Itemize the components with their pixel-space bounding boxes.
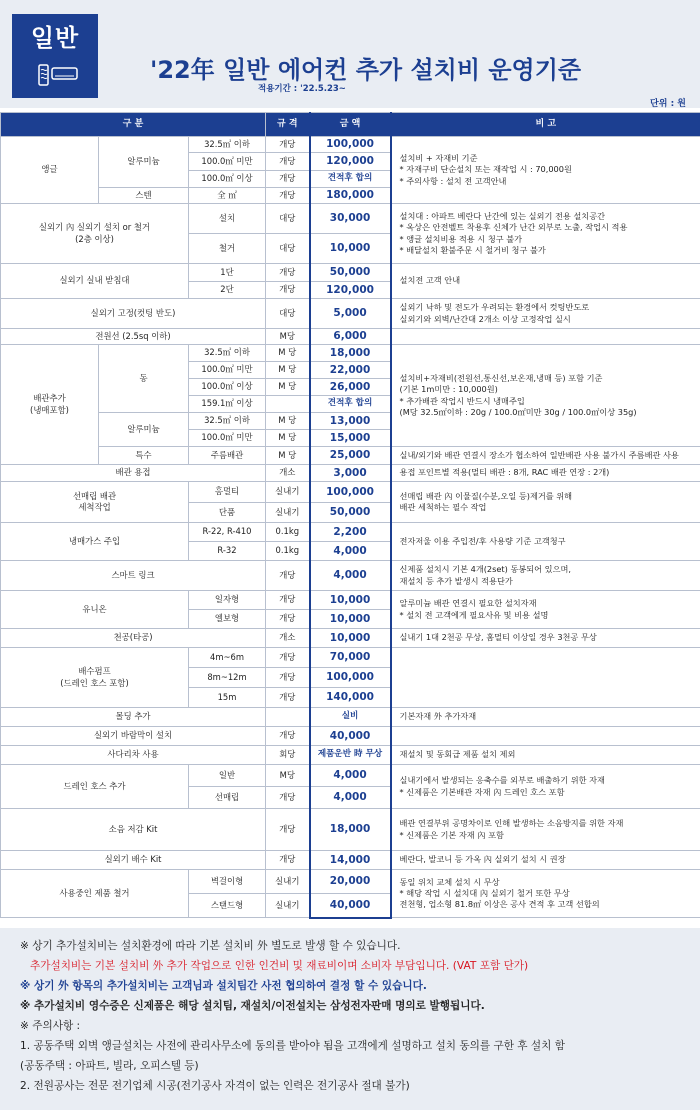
cell-amount: 180,000 <box>310 188 391 204</box>
cell-spec: 개당 <box>266 153 310 171</box>
cell-size: 159.1㎡ 이상 <box>189 396 266 413</box>
note-line: * 추가배관 작업시 반드시 냉매주입 <box>399 395 525 406</box>
cell-category: 배관추가 (냉매포함) <box>1 345 99 465</box>
table-header-row <box>1 113 700 137</box>
cell-size: 100.0㎡ 이상 <box>189 171 266 188</box>
table-row <box>1 809 700 851</box>
cell-size: 100.0㎡ 미만 <box>189 430 266 447</box>
cell-spec: 실내기 <box>266 870 310 894</box>
cell-note: 용접 포인트별 적용(멀티 배관 : 8개, RAC 배관 연장 : 2개) <box>391 465 700 482</box>
cell-amount: 100,000 <box>310 668 391 688</box>
cell-amount: 3,000 <box>310 465 391 482</box>
cell-amount: 10,000 <box>310 629 391 648</box>
cell-spec: 실내기 <box>266 894 310 918</box>
cell-category: 몰딩 추가 <box>1 708 266 727</box>
header <box>0 0 700 108</box>
table-row <box>1 523 700 542</box>
cell-note <box>391 727 700 746</box>
note-line: (M당 32.5㎡이하 : 20g / 100.0㎡미만 30g / 100.0㎡이상 35g) <box>399 406 637 417</box>
cell-amount: 10,000 <box>310 610 391 629</box>
cell-size: 선매립 <box>189 787 266 809</box>
cell-size: 32.5㎡ 이하 <box>189 345 266 362</box>
cell-note <box>391 299 700 329</box>
cell-amount: 25,000 <box>310 447 391 465</box>
cell-spec: 개당 <box>266 171 310 188</box>
cell-note-remove <box>391 870 700 918</box>
cell-spec: M 당 <box>266 362 310 379</box>
badge-label: 일반 <box>30 24 80 52</box>
table-row <box>1 591 700 610</box>
fee-table <box>0 112 700 919</box>
cell-note-union <box>391 591 700 629</box>
cell-note: 전자저울 이용 주입전/후 사용량 기준 고객청구 <box>391 523 700 561</box>
cell-spec: 실내기 <box>266 482 310 503</box>
cell-size: 100.0㎡ 이상 <box>189 379 266 396</box>
table-row <box>1 648 700 668</box>
cell-amount: 10,000 <box>310 234 391 264</box>
cell-amount: 100,000 <box>310 137 391 153</box>
table-row <box>1 765 700 787</box>
header-amount: 금 액 <box>310 113 391 137</box>
table-row <box>1 299 700 329</box>
cell-spec: 개당 <box>266 188 310 204</box>
cell-note: 기본자재 外 추가자재 <box>391 708 700 727</box>
cell-size: R-22, R-410 <box>189 523 266 542</box>
category-badge <box>12 14 98 98</box>
note-line: 알루미늄 배관 연결시 필요한 설치자재 <box>399 598 537 609</box>
footer-note: 2. 전원공사는 전문 전기업체 시공(전기공사 자격이 없는 인력은 전기공사 절대 불가) <box>20 1080 410 1092</box>
cell-size: 2단 <box>189 282 266 299</box>
cell-size: 홈멀티 <box>189 482 266 503</box>
note-line: 실외기 낙하 및 전도가 우려되는 환경에서 컷팅반도로 <box>399 302 590 313</box>
cell-spec: M 당 <box>266 413 310 430</box>
cell-amount: 120,000 <box>310 153 391 171</box>
cell-amount: 4,000 <box>310 561 391 591</box>
cell-category: 전원선 (2.5sq 이하) <box>1 329 266 345</box>
cell-spec: 대당 <box>266 234 310 264</box>
note-line: * 옥상은 안전벨트 착용후 신체가 난간 외부로 노출, 작업시 적용 <box>399 222 628 233</box>
cell-spec: 실내기 <box>266 503 310 523</box>
cell-size: 4m~6m <box>189 648 266 668</box>
unit-label: 단위 : 원 <box>650 99 686 109</box>
header-category: 구 분 <box>1 113 266 137</box>
note-line: 선매립 배관 內 이물질(수분,오일 등)제거를 위해 <box>399 490 573 501</box>
cell-note-outdoor <box>391 204 700 264</box>
note-line: * 배달설치 환불주문 시 철거비 청구 불가 <box>399 244 546 255</box>
footer-note: ※ 주의사항 : <box>20 1020 81 1032</box>
cell-size: 주름배관 <box>189 447 266 465</box>
footer-note: (공동주택 : 아파트, 빌라, 오피스텔 등) <box>20 1060 199 1072</box>
cell-amount: 실비 <box>310 708 391 727</box>
cell-amount: 견적후 합의 <box>310 396 391 413</box>
cell-sub: 동 <box>99 345 189 413</box>
cell-note <box>391 648 700 708</box>
cell-spec: 0.1kg <box>266 523 310 542</box>
cell-spec: 개당 <box>266 668 310 688</box>
cell-amount: 26,000 <box>310 379 391 396</box>
cell-category: 실외기 배수 Kit <box>1 851 266 870</box>
cell-amount: 30,000 <box>310 204 391 234</box>
cell-size: 스탠드형 <box>189 894 266 918</box>
header-note: 비 고 <box>391 113 700 137</box>
cell-spec: 개당 <box>266 610 310 629</box>
cell-category: 소음 저감 Kit <box>1 809 266 851</box>
apply-period: 적용기간 : '22.5.23~ <box>258 84 346 94</box>
cell-category: 배관 용접 <box>1 465 266 482</box>
cell-spec: 개당 <box>266 561 310 591</box>
cell-note-clean <box>391 482 700 523</box>
cell-amount: 5,000 <box>310 299 391 329</box>
table-row <box>1 137 700 153</box>
cell-spec: 개당 <box>266 688 310 708</box>
cell-amount: 4,000 <box>310 542 391 561</box>
cell-amount: 22,000 <box>310 362 391 379</box>
cell-amount: 13,000 <box>310 413 391 430</box>
cell-category: 냉매가스 주입 <box>1 523 189 561</box>
table-row <box>1 345 700 362</box>
cell-spec: 개당 <box>266 264 310 282</box>
cell-amount: 40,000 <box>310 894 391 918</box>
note-line: 설치비+자재비(전원선,통신선,보온재,냉매 등) 포함 기준 <box>399 373 603 384</box>
table-row <box>1 870 700 894</box>
cell-amount: 14,000 <box>310 851 391 870</box>
table-row <box>1 329 700 345</box>
cell-spec: M당 <box>266 329 310 345</box>
cell-sub: 스텐 <box>99 188 189 204</box>
cell-note: 재설치 및 동회급 제품 설치 제외 <box>391 746 700 765</box>
cell-size: 32.5㎡ 이하 <box>189 413 266 430</box>
cell-spec: 개당 <box>266 137 310 153</box>
cell-size: 100.0㎡ 미만 <box>189 153 266 171</box>
cell-spec: M 당 <box>266 447 310 465</box>
cell-amount: 70,000 <box>310 648 391 668</box>
header-spec: 규 격 <box>266 113 310 137</box>
footer-notes <box>0 928 700 1110</box>
cell-note: 설치전 고객 안내 <box>391 264 700 299</box>
cell-note <box>391 329 700 345</box>
footer-note: ※ 상기 外 항목의 추가설치비는 고객님과 설치팀간 사전 협의하여 결정 할 수 있습니다. <box>20 980 427 992</box>
cell-amount: 100,000 <box>310 482 391 503</box>
cell-category: 배수펌프 (드레인 호스 포함) <box>1 648 189 708</box>
cell-size: 15m <box>189 688 266 708</box>
note-line: * 주의사항 : 설치 전 고객안내 <box>399 175 507 186</box>
cell-note-pipe <box>391 345 700 447</box>
cell-sub: 알루미늄 <box>99 413 189 447</box>
cell-amount: 제품운반 時 무상 <box>310 746 391 765</box>
cell-amount: 120,000 <box>310 282 391 299</box>
cell-size: 엘보형 <box>189 610 266 629</box>
cell-category: 사다리차 사용 <box>1 746 266 765</box>
cell-size: 1단 <box>189 264 266 282</box>
cell-category: 실외기 內 실외기 설치 or 철거 (2층 이상) <box>1 204 189 264</box>
cell-size: 일자형 <box>189 591 266 610</box>
note-line: 신제품 설치시 기본 4개(2set) 동봉되어 있으며, <box>399 564 572 575</box>
air-conditioner-icon <box>38 64 78 86</box>
cell-spec: M 당 <box>266 345 310 362</box>
cell-size: 일반 <box>189 765 266 787</box>
note-line: 전천형, 업소형 81.8㎡ 이상은 공사 견적 후 고객 선합의 <box>399 899 600 910</box>
note-line: * 신제품은 기본배관 자재 內 드레인 호스 포함 <box>399 786 565 797</box>
cell-spec: 회당 <box>266 746 310 765</box>
cell-size: 철거 <box>189 234 266 264</box>
cell-size: 설치 <box>189 204 266 234</box>
cell-note: 베란다, 발코니 등 가옥 內 실외기 설치 시 권장 <box>391 851 700 870</box>
cell-spec: 대당 <box>266 299 310 329</box>
cell-category: 실외기 바람막이 설치 <box>1 727 266 746</box>
cell-spec: 개당 <box>266 727 310 746</box>
note-line: (기본 1m미만 : 10,000원) <box>399 384 498 395</box>
cell-category: 스마트 링크 <box>1 561 266 591</box>
cell-amount: 4,000 <box>310 787 391 809</box>
cell-size: 32.5㎡ 이하 <box>189 137 266 153</box>
table-row <box>1 708 700 727</box>
note-line: 동일 위치 교체 설치 시 무상 <box>399 876 500 887</box>
cell-category: 실외기 실내 받침대 <box>1 264 189 299</box>
cell-amount: 50,000 <box>310 503 391 523</box>
cell-size: 8m~12m <box>189 668 266 688</box>
cell-note-angle <box>391 137 700 204</box>
cell-size: R-32 <box>189 542 266 561</box>
note-line: 설치비 + 자재비 기준 <box>399 153 478 164</box>
cell-category: 선매립 배관 세척작업 <box>1 482 189 523</box>
table-row <box>1 204 700 234</box>
cell-category: 앵글 <box>1 137 99 204</box>
cell-amount: 18,000 <box>310 809 391 851</box>
cell-amount: 140,000 <box>310 688 391 708</box>
table-row <box>1 447 700 465</box>
page-title: '22年 일반 에어컨 추가 설치비 운영기준 <box>150 56 582 84</box>
cell-spec: 개당 <box>266 809 310 851</box>
cell-category: 드레인 호스 추가 <box>1 765 189 809</box>
note-line: * 해당 작업 시 설치대 內 실외기 철거 또한 무상 <box>399 887 570 898</box>
cell-sub: 특수 <box>99 447 189 465</box>
table-row <box>1 561 700 591</box>
cell-size: 벽걸이형 <box>189 870 266 894</box>
cell-amount: 견적후 합의 <box>310 171 391 188</box>
note-line: 재설치 등 추가 발생시 적용단가 <box>399 575 513 586</box>
cell-spec: M 당 <box>266 379 310 396</box>
note-line: 배관 연결부위 공명차이로 인해 발생하는 소음방지를 위한 자재 <box>399 818 624 829</box>
table-row <box>1 264 700 282</box>
table-row <box>1 629 700 648</box>
note-line: 설치대 : 아파트 베란다 난간에 있는 실외기 전용 설치공간 <box>399 211 606 222</box>
cell-spec: 개당 <box>266 851 310 870</box>
cell-amount: 6,000 <box>310 329 391 345</box>
cell-amount: 15,000 <box>310 430 391 447</box>
cell-spec: M 당 <box>266 430 310 447</box>
cell-size: 全 ㎡ <box>189 188 266 204</box>
note-line: 배관 세척하는 필수 작업 <box>399 502 487 512</box>
footer-note: ※ 상기 추가설치비는 설치환경에 따라 기본 설치비 外 별도로 발생 할 수 있습니다. <box>20 940 401 952</box>
cell-spec: 개소 <box>266 465 310 482</box>
table-row <box>1 465 700 482</box>
cell-amount: 50,000 <box>310 264 391 282</box>
cell-spec <box>266 396 310 413</box>
cell-note <box>391 809 700 851</box>
cell-spec: 개당 <box>266 282 310 299</box>
cell-amount: 2,200 <box>310 523 391 542</box>
cell-spec: 대당 <box>266 204 310 234</box>
cell-note <box>391 561 700 591</box>
cell-spec: M당 <box>266 765 310 787</box>
footer-note: ※ 추가설치비 영수증은 신제품은 해당 설치팀, 재설치/이전설치는 삼성전자판매 명의로 발행됩니다. <box>20 1000 485 1012</box>
cell-note: 실내/외기와 배관 연결시 장소가 협소하여 일반배관 사용 불가시 주름배관 사용 <box>391 447 700 465</box>
cell-spec: 개소 <box>266 629 310 648</box>
cell-size: 100.0㎡ 미만 <box>189 362 266 379</box>
note-line: * 신제품은 기본 자재 內 포함 <box>399 829 504 840</box>
cell-category: 실외기 고정(컷팅 반도) <box>1 299 266 329</box>
cell-spec: 개당 <box>266 648 310 668</box>
note-line: 실내기에서 발생되는 응축수를 외부로 배출하기 위한 자재 <box>399 775 605 786</box>
cell-category: 사용중인 제품 철거 <box>1 870 189 918</box>
cell-note-drain <box>391 765 700 809</box>
table-row <box>1 851 700 870</box>
cell-spec <box>266 708 310 727</box>
cell-spec: 0.1kg <box>266 542 310 561</box>
cell-amount: 40,000 <box>310 727 391 746</box>
cell-size: 단품 <box>189 503 266 523</box>
table-row <box>1 727 700 746</box>
cell-note: 실내기 1대 2천공 무상, 홈멀티 이상일 경우 3천공 무상 <box>391 629 700 648</box>
cell-spec: 개당 <box>266 591 310 610</box>
table-row <box>1 482 700 503</box>
table-row <box>1 746 700 765</box>
cell-amount: 20,000 <box>310 870 391 894</box>
cell-category: 유니온 <box>1 591 189 629</box>
cell-amount: 10,000 <box>310 591 391 610</box>
note-line: * 자재구비 단순설치 또는 재작업 시 : 70,000원 <box>399 164 572 175</box>
cell-spec: 개당 <box>266 787 310 809</box>
note-line: * 설치 전 고객에게 필요사유 및 비용 설명 <box>399 609 549 620</box>
cell-sub: 알루미늄 <box>99 137 189 188</box>
cell-amount: 18,000 <box>310 345 391 362</box>
note-line: 실외기와 외벽/난간대 2개소 이상 고정작업 실시 <box>399 313 571 324</box>
footer-note-warning: 추가설치비는 기본 설치비 外 추가 작업으로 인한 인건비 및 재료비이며 소비자 부담입니다. (VAT 포함 단가) <box>30 960 529 972</box>
footer-note: 1. 공동주택 외벽 앵글설치는 사전에 관리사무소에 동의를 받아야 됨을 고객에게 설명하고 설치 동의를 구한 후 설치 함 <box>20 1040 565 1052</box>
note-line: * 앵글 설치비용 적용 시 청구 불가 <box>399 233 523 244</box>
fee-table-wrapper <box>0 112 700 919</box>
cell-amount: 4,000 <box>310 765 391 787</box>
cell-category: 천공(타공) <box>1 629 266 648</box>
